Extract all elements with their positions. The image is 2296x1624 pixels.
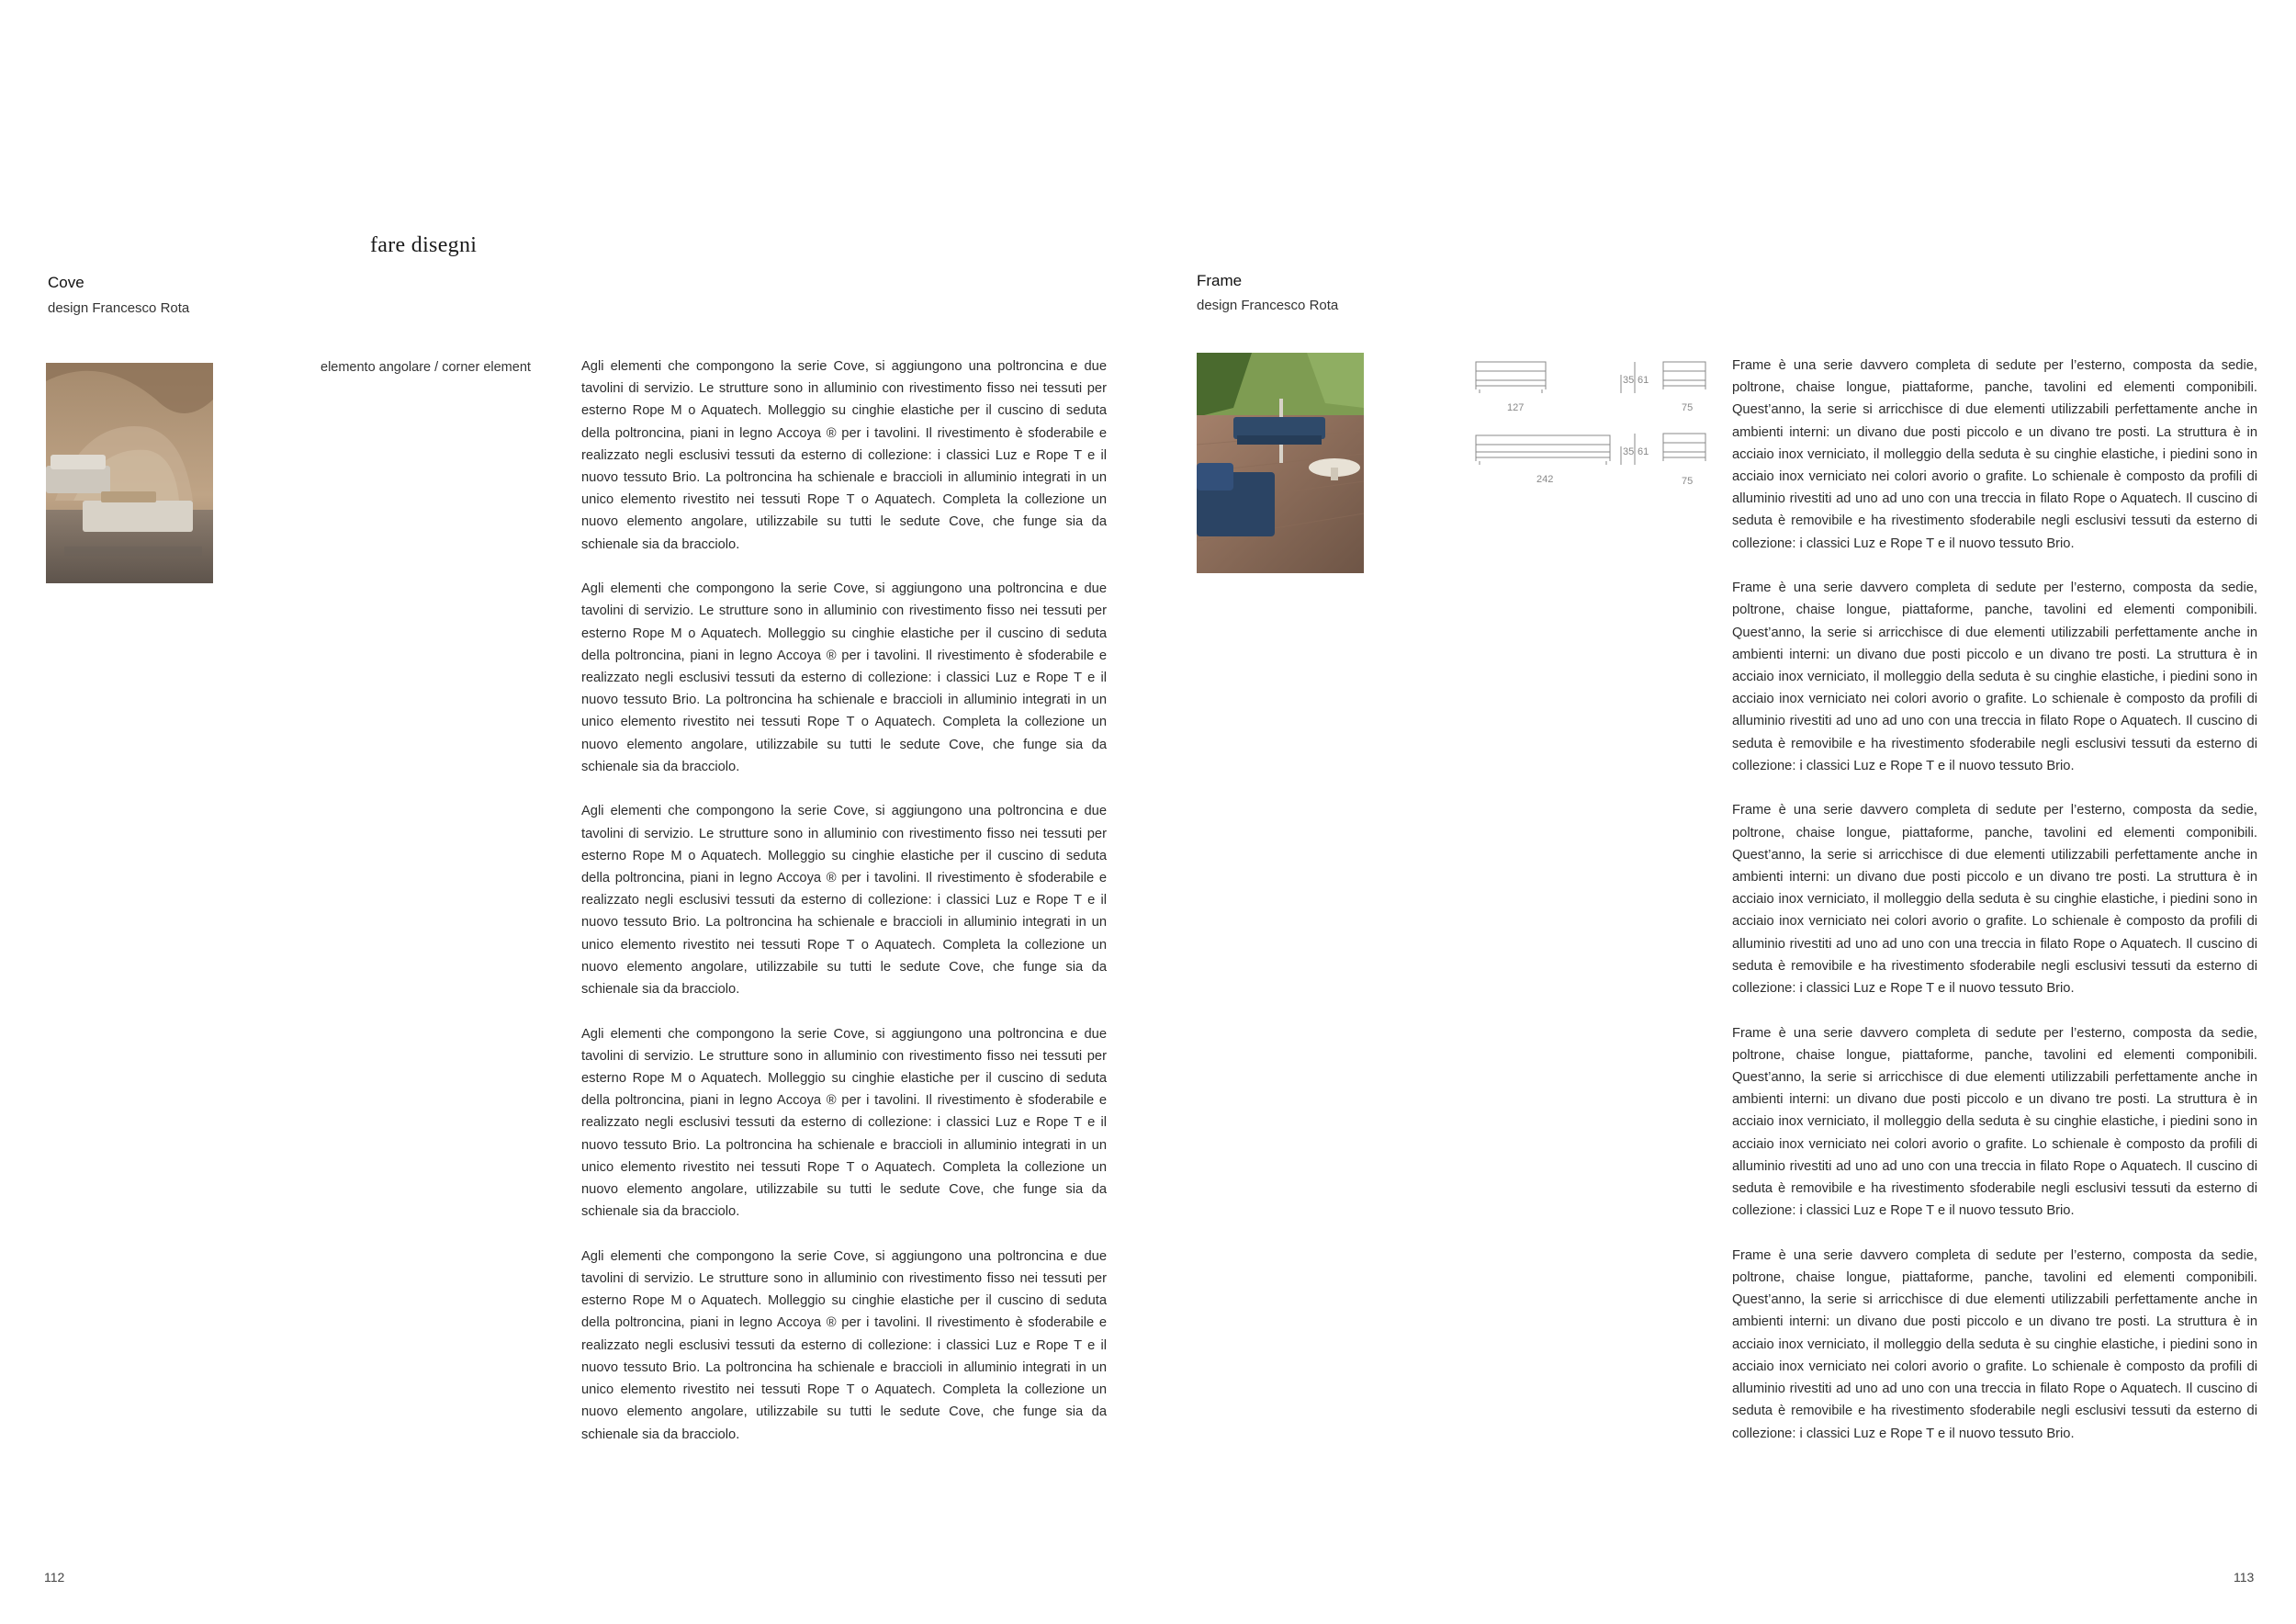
right-page-number: 113 bbox=[2234, 1570, 2255, 1585]
left-product-title: Cove bbox=[48, 274, 84, 291]
frame-paragraph: Frame è una serie davvero completa di sedute per l’esterno, composta da sedie, poltrone, chaise longue, piattaforme, panche, tavolini ed elementi componibili. Quest’anno, la serie si arricchisce di due elementi utilizzabili perfettamente anche in ambienti interni: un divano due posti piccolo e un divano tre posti. La struttura è in acciaio inox verniciato, il molleggio della seduta è su cinghie elastiche, i piedini sono in acciaio inox verniciato nei colori avorio o grafite. Lo schienale è composto da profili di alluminio rivestiti ad uno ad uno con una treccia in filato Rope o Aquatech. Il cuscino di seduta è removibile e ha rivestimento sfoderabile negli esclusivi tessuti da esterno di collezione: i classici Luz e Rope T e il nuovo tessuto Brio. bbox=[1732, 1247, 2257, 1441]
corner-element-caption: elemento angolare / corner element bbox=[321, 360, 531, 375]
cove-paragraph: Agli elementi che compongono la serie Cove, si aggiungono una poltroncina e due tavolini di servizio. Le strutture sono in alluminio con rivestimento fisso nei tessuti per esterno Rope M o Aquatech. Molleggio su cinghie elastiche per il cuscino di seduta della poltroncina, piani in legno Accoya ® per i tavolini. Il rivestimento è sfoderabile e realizzato negli esclusivi tessuti da esterno di collezione: i classici Luz e Rope T e il nuovo tessuto Brio. La poltroncina ha schienale e braccioli in alluminio integrati in un unico elemento rivestito nei tessuti Rope T o Aquatech. Completa la collezione un nuovo elemento angolare, utilizzabile su tutti le sedute Cove, che funge sia da schienale sia da bracciolo. bbox=[581, 581, 1107, 774]
frame-paragraph: Frame è una serie davvero completa di sedute per l’esterno, composta da sedie, poltrone, chaise longue, piattaforme, panche, tavolini ed elementi componibili. Quest’anno, la serie si arricchisce di due elementi utilizzabili perfettamente anche in ambienti interni: un divano due posti piccolo e un divano tre posti. La struttura è in acciaio inox verniciato, il molleggio della seduta è su cinghie elastiche, i piedini sono in acciaio inox verniciato nei colori avorio o grafite. Lo schienale è composto da profili di alluminio rivestiti ad uno ad uno con una treccia in filato Rope o Aquatech. Il cuscino di seduta è removibile e ha rivestimento sfoderabile negli esclusivi tessuti da esterno di collezione: i classici Luz e Rope T e il nuovo tessuto Brio. bbox=[1732, 581, 2257, 773]
dim-total-height-2: 61 bbox=[1638, 446, 1649, 457]
right-product-title: Frame bbox=[1197, 272, 1243, 289]
dim-depth-1: 75 bbox=[1682, 402, 1694, 413]
dim-seat-height-2: 35 bbox=[1623, 446, 1635, 457]
editor-note: fare disegni bbox=[370, 233, 478, 257]
frame-paragraph: Frame è una serie davvero completa di sedute per l’esterno, composta da sedie, poltrone, chaise longue, piattaforme, panche, tavolini ed elementi componibili. Quest’anno, la serie si arricchisce di due elementi utilizzabili perfettamente anche in ambienti interni: un divano due posti piccolo e un divano tre posti. La struttura è in acciaio inox verniciato, il molleggio della seduta è su cinghie elastiche, i piedini sono in acciaio inox verniciato nei colori avorio o grafite. Lo schienale è composto da profili di alluminio rivestiti ad uno ad uno con una treccia in filato Rope o Aquatech. Il cuscino di seduta è removibile e ha rivestimento sfoderabile negli esclusivi tessuti da esterno di collezione: i classici Luz e Rope T e il nuovo tessuto Brio. bbox=[1732, 358, 2257, 551]
left-designer: design Francesco Rota bbox=[48, 300, 190, 316]
dim-depth-2: 75 bbox=[1682, 476, 1694, 487]
cove-paragraph: Agli elementi che compongono la serie Cove, si aggiungono una poltroncina e due tavolini di servizio. Le strutture sono in alluminio con rivestimento fisso nei tessuti per esterno Rope M o Aquatech. Molleggio su cinghie elastiche per il cuscino di seduta della poltroncina, piani in legno Accoya ® per i tavolini. Il rivestimento è sfoderabile e realizzato negli esclusivi tessuti da esterno di collezione: i classici Luz e Rope T e il nuovo tessuto Brio. La poltroncina ha schienale e braccioli in alluminio integrati in un unico elemento rivestito nei tessuti Rope T o Aquatech. Completa la collezione un nuovo elemento angolare, utilizzabile su tutti le sedute Cove, che funge sia da schienale sia da bracciolo. bbox=[581, 804, 1107, 998]
dim-total-height-1: 61 bbox=[1638, 375, 1649, 386]
cove-paragraph: Agli elementi che compongono la serie Cove, si aggiungono una poltroncina e due tavolini di servizio. Le strutture sono in alluminio con rivestimento fisso nei tessuti per esterno Rope M o Aquatech. Molleggio su cinghie elastiche per il cuscino di seduta della poltroncina, piani in legno Accoya ® per i tavolini. Il rivestimento è sfoderabile e realizzato negli esclusivi tessuti da esterno di collezione: i classici Luz e Rope T e il nuovo tessuto Brio. La poltroncina ha schienale e braccioli in alluminio integrati in un unico elemento rivestito nei tessuti Rope T o Aquatech. Completa la collezione un nuovo elemento angolare, utilizzabile su tutti le sedute Cove, che funge sia da schienale sia da bracciolo. bbox=[581, 1248, 1107, 1442]
cove-paragraph: Agli elementi che compongono la serie Cove, si aggiungono una poltroncina e due tavolini di servizio. Le strutture sono in alluminio con rivestimento fisso nei tessuti per esterno Rope M o Aquatech. Molleggio su cinghie elastiche per il cuscino di seduta della poltroncina, piani in legno Accoya ® per i tavolini. Il rivestimento è sfoderabile e realizzato negli esclusivi tessuti da esterno di collezione: i classici Luz e Rope T e il nuovo tessuto Brio. La poltroncina ha schienale e braccioli in alluminio integrati in un unico elemento rivestito nei tessuti Rope T o Aquatech. Completa la collezione un nuovo elemento angolare, utilizzabile su tutti le sedute Cove, che funge sia da schienale sia da bracciolo. bbox=[581, 1026, 1107, 1220]
frame-dimension-drawings bbox=[1474, 358, 1713, 496]
left-page-number: 112 bbox=[44, 1570, 65, 1585]
cove-product-photo bbox=[46, 363, 213, 583]
right-designer: design Francesco Rota bbox=[1197, 298, 1339, 313]
dim-width-2: 242 bbox=[1536, 474, 1554, 485]
cove-description bbox=[581, 355, 1107, 1468]
dim-width-1: 127 bbox=[1507, 402, 1525, 413]
cove-paragraph: Agli elementi che compongono la serie Cove, si aggiungono una poltroncina e due tavolini di servizio. Le strutture sono in alluminio con rivestimento fisso nei tessuti per esterno Rope M o Aquatech. Molleggio su cinghie elastiche per il cuscino di seduta della poltroncina, piani in legno Accoya ® per i tavolini. Il rivestimento è sfoderabile e realizzato negli esclusivi tessuti da esterno di collezione: i classici Luz e Rope T e il nuovo tessuto Brio. La poltroncina ha schienale e braccioli in alluminio integrati in un unico elemento rivestito nei tessuti Rope T o Aquatech. Completa la collezione un nuovo elemento angolare, utilizzabile su tutti le sedute Cove, che funge sia da schienale sia da bracciolo. bbox=[581, 359, 1107, 552]
frame-paragraph: Frame è una serie davvero completa di sedute per l’esterno, composta da sedie, poltrone, chaise longue, piattaforme, panche, tavolini ed elementi componibili. Quest’anno, la serie si arricchisce di due elementi utilizzabili perfettamente anche in ambienti interni: un divano due posti piccolo e un divano tre posti. La struttura è in acciaio inox verniciato, il molleggio della seduta è su cinghie elastiche, i piedini sono in acciaio inox verniciato nei colori avorio o grafite. Lo schienale è composto da profili di alluminio rivestiti ad uno ad uno con una treccia in filato Rope o Aquatech. Il cuscino di seduta è removibile e ha rivestimento sfoderabile negli esclusivi tessuti da esterno di collezione: i classici Luz e Rope T e il nuovo tessuto Brio. bbox=[1732, 1025, 2257, 1219]
frame-paragraph: Frame è una serie davvero completa di sedute per l’esterno, composta da sedie, poltrone, chaise longue, piattaforme, panche, tavolini ed elementi componibili. Quest’anno, la serie si arricchisce di due elementi utilizzabili perfettamente anche in ambienti interni: un divano due posti piccolo e un divano tre posti. La struttura è in acciaio inox verniciato, il molleggio della seduta è su cinghie elastiche, i piedini sono in acciaio inox verniciato nei colori avorio o grafite. Lo schienale è composto da profili di alluminio rivestiti ad uno ad uno con una treccia in filato Rope o Aquatech. Il cuscino di seduta è removibile e ha rivestimento sfoderabile negli esclusivi tessuti da esterno di collezione: i classici Luz e Rope T e il nuovo tessuto Brio. bbox=[1732, 803, 2257, 997]
frame-product-photo bbox=[1197, 353, 1364, 573]
dim-seat-height-1: 35 bbox=[1623, 375, 1635, 386]
frame-description bbox=[1732, 355, 2257, 1467]
